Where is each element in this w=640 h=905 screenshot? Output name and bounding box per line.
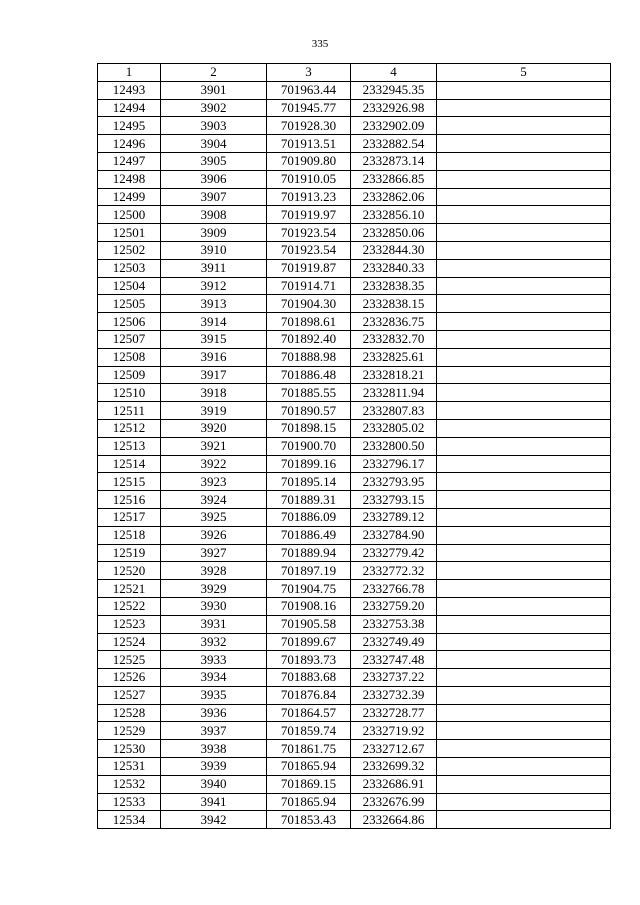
point-number-cell: 3906 <box>161 170 267 188</box>
point-number-cell: 3942 <box>161 811 267 829</box>
column-header-2: 2 <box>161 64 267 82</box>
note-cell <box>437 295 611 313</box>
x-coordinate-cell: 701899.67 <box>267 633 351 651</box>
x-coordinate-cell: 701904.75 <box>267 580 351 598</box>
y-coordinate-cell: 2332686.91 <box>351 775 437 793</box>
point-number-cell: 3912 <box>161 277 267 295</box>
table-row <box>98 348 611 366</box>
column-header-3: 3 <box>267 64 351 82</box>
column-header-1: 1 <box>98 64 161 82</box>
y-coordinate-cell: 2332838.35 <box>351 277 437 295</box>
point-number-cell: 3905 <box>161 152 267 170</box>
point-number-cell: 3940 <box>161 775 267 793</box>
y-coordinate-cell: 2332749.49 <box>351 633 437 651</box>
point-number-cell: 3923 <box>161 473 267 491</box>
note-cell <box>437 775 611 793</box>
x-coordinate-cell: 701900.70 <box>267 437 351 455</box>
note-cell <box>437 366 611 384</box>
row-number-cell: 12523 <box>98 615 161 633</box>
note-cell <box>437 330 611 348</box>
y-coordinate-cell: 2332850.06 <box>351 224 437 242</box>
note-cell <box>437 259 611 277</box>
point-number-cell: 3920 <box>161 419 267 437</box>
y-coordinate-cell: 2332772.32 <box>351 562 437 580</box>
x-coordinate-cell: 701892.40 <box>267 330 351 348</box>
point-number-cell: 3909 <box>161 224 267 242</box>
point-number-cell: 3939 <box>161 758 267 776</box>
row-number-cell: 12502 <box>98 241 161 259</box>
row-number-cell: 12524 <box>98 633 161 651</box>
table-row <box>98 740 611 758</box>
point-number-cell: 3924 <box>161 491 267 509</box>
table-row <box>98 455 611 473</box>
x-coordinate-cell: 701869.15 <box>267 775 351 793</box>
x-coordinate-cell: 701899.16 <box>267 455 351 473</box>
note-cell <box>437 758 611 776</box>
note-cell <box>437 473 611 491</box>
row-number-cell: 12496 <box>98 135 161 153</box>
x-coordinate-cell: 701898.15 <box>267 419 351 437</box>
table-row <box>98 811 611 829</box>
row-number-cell: 12513 <box>98 437 161 455</box>
point-number-cell: 3926 <box>161 526 267 544</box>
point-number-cell: 3925 <box>161 508 267 526</box>
row-number-cell: 12531 <box>98 758 161 776</box>
point-number-cell: 3908 <box>161 206 267 224</box>
y-coordinate-cell: 2332793.95 <box>351 473 437 491</box>
y-coordinate-cell: 2332862.06 <box>351 188 437 206</box>
note-cell <box>437 793 611 811</box>
point-number-cell: 3907 <box>161 188 267 206</box>
row-number-cell: 12522 <box>98 597 161 615</box>
y-coordinate-cell: 2332737.22 <box>351 669 437 687</box>
x-coordinate-cell: 701889.31 <box>267 491 351 509</box>
note-cell <box>437 544 611 562</box>
row-number-cell: 12498 <box>98 170 161 188</box>
y-coordinate-cell: 2332882.54 <box>351 135 437 153</box>
column-header-4: 4 <box>351 64 437 82</box>
page-number: 335 <box>311 38 329 50</box>
note-cell <box>437 313 611 331</box>
note-cell <box>437 81 611 99</box>
table-row <box>98 277 611 295</box>
row-number-cell: 12500 <box>98 206 161 224</box>
y-coordinate-cell: 2332753.38 <box>351 615 437 633</box>
row-number-cell: 12527 <box>98 686 161 704</box>
point-number-cell: 3901 <box>161 81 267 99</box>
note-cell <box>437 722 611 740</box>
x-coordinate-cell: 701945.77 <box>267 99 351 117</box>
table-row <box>98 241 611 259</box>
table-row <box>98 615 611 633</box>
coordinates-table <box>97 63 611 829</box>
point-number-cell: 3938 <box>161 740 267 758</box>
note-cell <box>437 188 611 206</box>
y-coordinate-cell: 2332732.39 <box>351 686 437 704</box>
row-number-cell: 12521 <box>98 580 161 598</box>
y-coordinate-cell: 2332825.61 <box>351 348 437 366</box>
note-cell <box>437 152 611 170</box>
y-coordinate-cell: 2332873.14 <box>351 152 437 170</box>
y-coordinate-cell: 2332789.12 <box>351 508 437 526</box>
table-row <box>98 775 611 793</box>
point-number-cell: 3935 <box>161 686 267 704</box>
y-coordinate-cell: 2332866.85 <box>351 170 437 188</box>
table-row <box>98 562 611 580</box>
point-number-cell: 3937 <box>161 722 267 740</box>
point-number-cell: 3941 <box>161 793 267 811</box>
x-coordinate-cell: 701864.57 <box>267 704 351 722</box>
y-coordinate-cell: 2332766.78 <box>351 580 437 598</box>
note-cell <box>437 597 611 615</box>
x-coordinate-cell: 701910.05 <box>267 170 351 188</box>
row-number-cell: 12516 <box>98 491 161 509</box>
note-cell <box>437 580 611 598</box>
y-coordinate-cell: 2332664.86 <box>351 811 437 829</box>
table-row <box>98 170 611 188</box>
y-coordinate-cell: 2332838.15 <box>351 295 437 313</box>
point-number-cell: 3922 <box>161 455 267 473</box>
row-number-cell: 12529 <box>98 722 161 740</box>
note-cell <box>437 277 611 295</box>
column-header-5: 5 <box>437 64 611 82</box>
row-number-cell: 12519 <box>98 544 161 562</box>
row-number-cell: 12526 <box>98 669 161 687</box>
point-number-cell: 3918 <box>161 384 267 402</box>
x-coordinate-cell: 701895.14 <box>267 473 351 491</box>
note-cell <box>437 224 611 242</box>
note-cell <box>437 508 611 526</box>
table-row <box>98 419 611 437</box>
x-coordinate-cell: 701893.73 <box>267 651 351 669</box>
table-row <box>98 206 611 224</box>
row-number-cell: 12520 <box>98 562 161 580</box>
note-cell <box>437 241 611 259</box>
x-coordinate-cell: 701904.30 <box>267 295 351 313</box>
table-row <box>98 384 611 402</box>
y-coordinate-cell: 2332807.83 <box>351 402 437 420</box>
x-coordinate-cell: 701883.68 <box>267 669 351 687</box>
table-row <box>98 259 611 277</box>
y-coordinate-cell: 2332945.35 <box>351 81 437 99</box>
y-coordinate-cell: 2332926.98 <box>351 99 437 117</box>
x-coordinate-cell: 701886.49 <box>267 526 351 544</box>
note-cell <box>437 811 611 829</box>
x-coordinate-cell: 701928.30 <box>267 117 351 135</box>
table-row <box>98 330 611 348</box>
point-number-cell: 3903 <box>161 117 267 135</box>
note-cell <box>437 615 611 633</box>
table-row <box>98 188 611 206</box>
table-body <box>98 81 611 828</box>
x-coordinate-cell: 701886.48 <box>267 366 351 384</box>
point-number-cell: 3928 <box>161 562 267 580</box>
point-number-cell: 3917 <box>161 366 267 384</box>
table-row <box>98 295 611 313</box>
table-row <box>98 135 611 153</box>
point-number-cell: 3933 <box>161 651 267 669</box>
note-cell <box>437 740 611 758</box>
table-row <box>98 99 611 117</box>
note-cell <box>437 686 611 704</box>
row-number-cell: 12512 <box>98 419 161 437</box>
note-cell <box>437 348 611 366</box>
x-coordinate-cell: 701861.75 <box>267 740 351 758</box>
point-number-cell: 3929 <box>161 580 267 598</box>
table-row <box>98 402 611 420</box>
x-coordinate-cell: 701859.74 <box>267 722 351 740</box>
table-row <box>98 313 611 331</box>
point-number-cell: 3934 <box>161 669 267 687</box>
point-number-cell: 3911 <box>161 259 267 277</box>
y-coordinate-cell: 2332800.50 <box>351 437 437 455</box>
note-cell <box>437 455 611 473</box>
row-number-cell: 12518 <box>98 526 161 544</box>
row-number-cell: 12515 <box>98 473 161 491</box>
y-coordinate-cell: 2332844.30 <box>351 241 437 259</box>
table-row <box>98 651 611 669</box>
note-cell <box>437 206 611 224</box>
x-coordinate-cell: 701876.84 <box>267 686 351 704</box>
y-coordinate-cell: 2332805.02 <box>351 419 437 437</box>
x-coordinate-cell: 701885.55 <box>267 384 351 402</box>
note-cell <box>437 491 611 509</box>
x-coordinate-cell: 701919.87 <box>267 259 351 277</box>
note-cell <box>437 651 611 669</box>
note-cell <box>437 562 611 580</box>
point-number-cell: 3927 <box>161 544 267 562</box>
point-number-cell: 3914 <box>161 313 267 331</box>
table-row <box>98 117 611 135</box>
note-cell <box>437 170 611 188</box>
row-number-cell: 12514 <box>98 455 161 473</box>
row-number-cell: 12525 <box>98 651 161 669</box>
row-number-cell: 12532 <box>98 775 161 793</box>
point-number-cell: 3913 <box>161 295 267 313</box>
y-coordinate-cell: 2332818.21 <box>351 366 437 384</box>
x-coordinate-cell: 701919.97 <box>267 206 351 224</box>
y-coordinate-cell: 2332759.20 <box>351 597 437 615</box>
y-coordinate-cell: 2332832.70 <box>351 330 437 348</box>
table-row <box>98 686 611 704</box>
row-number-cell: 12517 <box>98 508 161 526</box>
y-coordinate-cell: 2332699.32 <box>351 758 437 776</box>
point-number-cell: 3932 <box>161 633 267 651</box>
y-coordinate-cell: 2332719.92 <box>351 722 437 740</box>
note-cell <box>437 402 611 420</box>
table-row <box>98 437 611 455</box>
y-coordinate-cell: 2332856.10 <box>351 206 437 224</box>
y-coordinate-cell: 2332902.09 <box>351 117 437 135</box>
x-coordinate-cell: 701853.43 <box>267 811 351 829</box>
table-row <box>98 152 611 170</box>
x-coordinate-cell: 701890.57 <box>267 402 351 420</box>
x-coordinate-cell: 701897.19 <box>267 562 351 580</box>
x-coordinate-cell: 701886.09 <box>267 508 351 526</box>
note-cell <box>437 99 611 117</box>
table-header <box>98 64 611 82</box>
y-coordinate-cell: 2332747.48 <box>351 651 437 669</box>
note-cell <box>437 384 611 402</box>
table-row <box>98 758 611 776</box>
note-cell <box>437 437 611 455</box>
table-row <box>98 473 611 491</box>
row-number-cell: 12528 <box>98 704 161 722</box>
table-row <box>98 544 611 562</box>
point-number-cell: 3936 <box>161 704 267 722</box>
y-coordinate-cell: 2332793.15 <box>351 491 437 509</box>
row-number-cell: 12503 <box>98 259 161 277</box>
y-coordinate-cell: 2332796.17 <box>351 455 437 473</box>
row-number-cell: 12504 <box>98 277 161 295</box>
row-number-cell: 12509 <box>98 366 161 384</box>
table-row <box>98 224 611 242</box>
x-coordinate-cell: 701898.61 <box>267 313 351 331</box>
point-number-cell: 3902 <box>161 99 267 117</box>
point-number-cell: 3916 <box>161 348 267 366</box>
note-cell <box>437 669 611 687</box>
table-row <box>98 366 611 384</box>
y-coordinate-cell: 2332811.94 <box>351 384 437 402</box>
y-coordinate-cell: 2332779.42 <box>351 544 437 562</box>
note-cell <box>437 526 611 544</box>
row-number-cell: 12530 <box>98 740 161 758</box>
row-number-cell: 12534 <box>98 811 161 829</box>
row-number-cell: 12511 <box>98 402 161 420</box>
table-row <box>98 704 611 722</box>
row-number-cell: 12507 <box>98 330 161 348</box>
note-cell <box>437 419 611 437</box>
point-number-cell: 3931 <box>161 615 267 633</box>
table-row <box>98 508 611 526</box>
note-cell <box>437 135 611 153</box>
row-number-cell: 12505 <box>98 295 161 313</box>
x-coordinate-cell: 701913.51 <box>267 135 351 153</box>
header-row <box>98 64 611 82</box>
y-coordinate-cell: 2332840.33 <box>351 259 437 277</box>
x-coordinate-cell: 701889.94 <box>267 544 351 562</box>
note-cell <box>437 704 611 722</box>
table-row <box>98 491 611 509</box>
y-coordinate-cell: 2332728.77 <box>351 704 437 722</box>
x-coordinate-cell: 701913.23 <box>267 188 351 206</box>
table-row <box>98 669 611 687</box>
row-number-cell: 12495 <box>98 117 161 135</box>
table-row <box>98 597 611 615</box>
row-number-cell: 12510 <box>98 384 161 402</box>
row-number-cell: 12533 <box>98 793 161 811</box>
note-cell <box>437 117 611 135</box>
point-number-cell: 3930 <box>161 597 267 615</box>
point-number-cell: 3921 <box>161 437 267 455</box>
x-coordinate-cell: 701908.16 <box>267 597 351 615</box>
row-number-cell: 12493 <box>98 81 161 99</box>
x-coordinate-cell: 701888.98 <box>267 348 351 366</box>
row-number-cell: 12499 <box>98 188 161 206</box>
row-number-cell: 12501 <box>98 224 161 242</box>
x-coordinate-cell: 701963.44 <box>267 81 351 99</box>
table-row <box>98 722 611 740</box>
x-coordinate-cell: 701923.54 <box>267 241 351 259</box>
note-cell <box>437 633 611 651</box>
row-number-cell: 12508 <box>98 348 161 366</box>
y-coordinate-cell: 2332784.90 <box>351 526 437 544</box>
x-coordinate-cell: 701905.58 <box>267 615 351 633</box>
y-coordinate-cell: 2332712.67 <box>351 740 437 758</box>
point-number-cell: 3919 <box>161 402 267 420</box>
table-row <box>98 793 611 811</box>
row-number-cell: 12506 <box>98 313 161 331</box>
point-number-cell: 3904 <box>161 135 267 153</box>
row-number-cell: 12494 <box>98 99 161 117</box>
y-coordinate-cell: 2332676.99 <box>351 793 437 811</box>
x-coordinate-cell: 701865.94 <box>267 793 351 811</box>
table-row <box>98 633 611 651</box>
y-coordinate-cell: 2332836.75 <box>351 313 437 331</box>
x-coordinate-cell: 701909.80 <box>267 152 351 170</box>
x-coordinate-cell: 701914.71 <box>267 277 351 295</box>
table-row <box>98 526 611 544</box>
point-number-cell: 3910 <box>161 241 267 259</box>
x-coordinate-cell: 701923.54 <box>267 224 351 242</box>
table-row <box>98 580 611 598</box>
row-number-cell: 12497 <box>98 152 161 170</box>
point-number-cell: 3915 <box>161 330 267 348</box>
table-row <box>98 81 611 99</box>
x-coordinate-cell: 701865.94 <box>267 758 351 776</box>
